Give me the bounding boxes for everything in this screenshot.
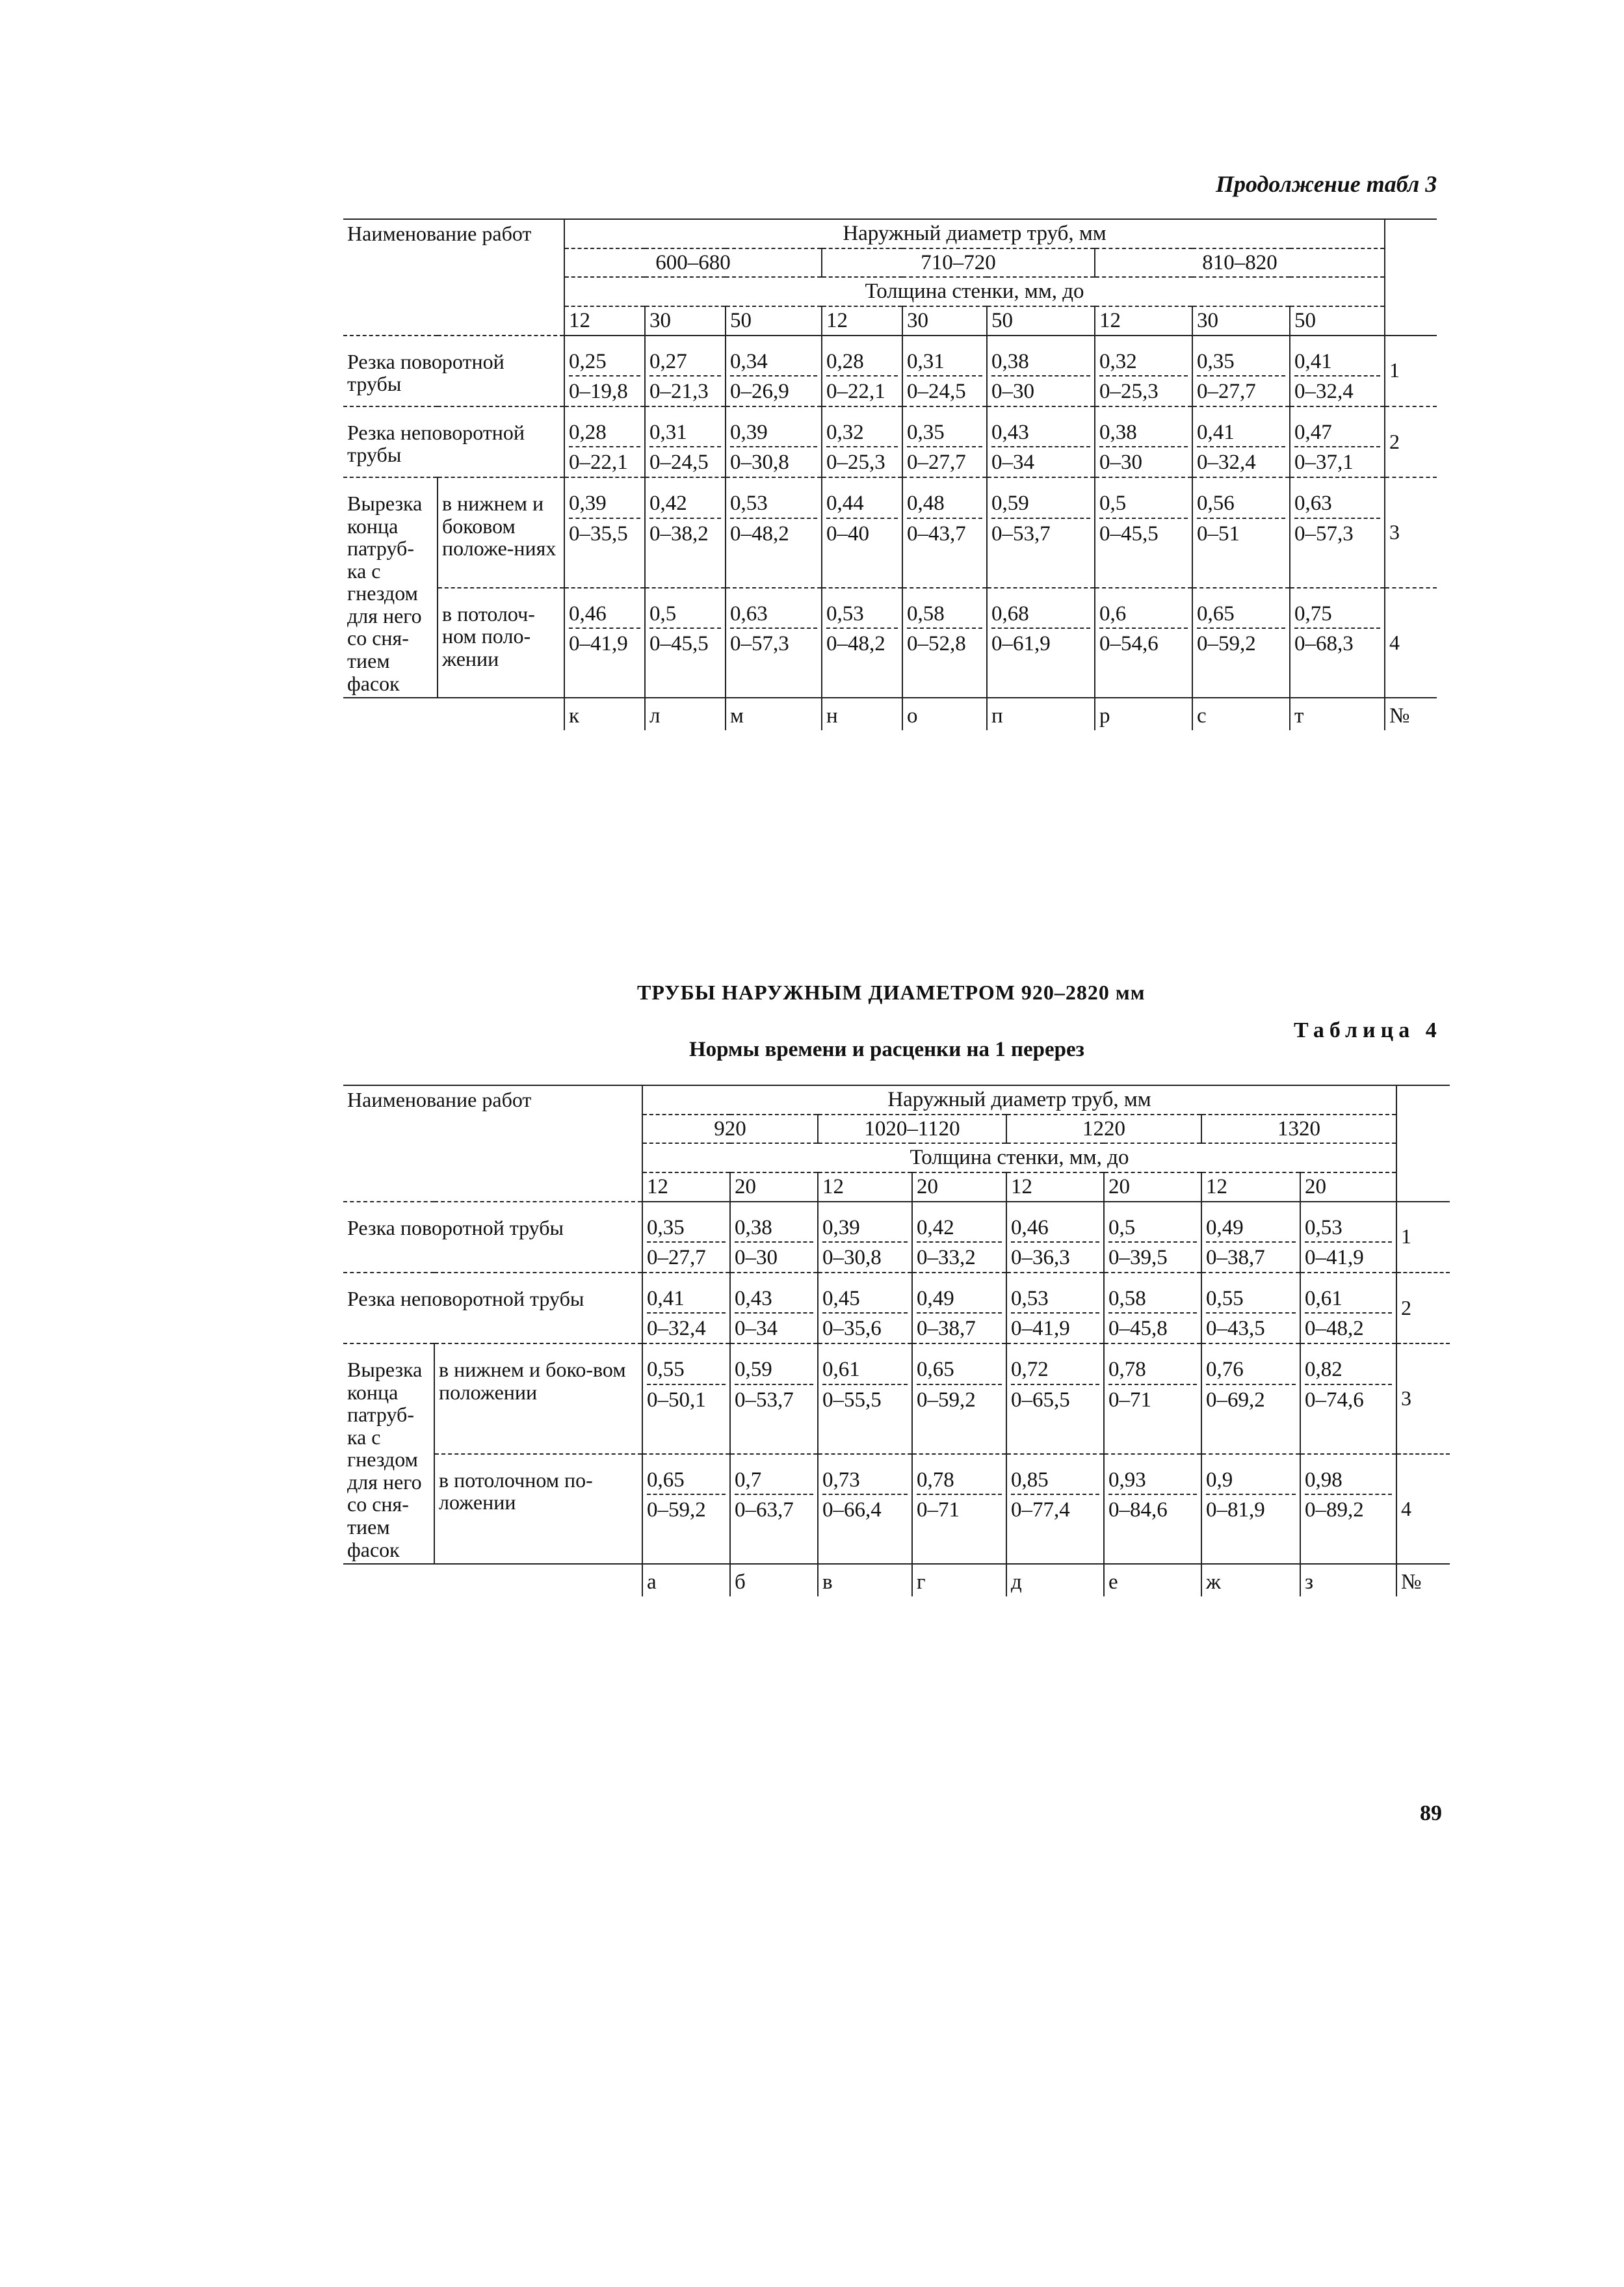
norm-time: 0,53 <box>1011 1286 1049 1310</box>
norm-cell <box>1006 1454 1104 1564</box>
norm-time: 0,49 <box>917 1286 954 1310</box>
rate-value: 0–65,5 <box>1011 1384 1099 1412</box>
thickness-value: 30 <box>1192 306 1290 336</box>
norm-time: 0,39 <box>569 492 607 516</box>
diameter-group: 710–720 <box>822 248 1095 278</box>
rate-value: 0–63,7 <box>735 1494 813 1522</box>
table-3 <box>343 218 1437 730</box>
norm-time: 0,61 <box>1305 1286 1342 1310</box>
norm-time: 0,61 <box>822 1358 860 1382</box>
table-row <box>343 406 1437 477</box>
table-row <box>343 477 1437 587</box>
page-number: 89 <box>1420 1801 1442 1825</box>
norm-time: 0,38 <box>1099 420 1137 444</box>
norm-time: 0,65 <box>647 1468 685 1492</box>
norm-time: 0,73 <box>822 1468 860 1492</box>
norm-time: 0,35 <box>1197 349 1235 373</box>
thickness-value: 12 <box>818 1172 912 1202</box>
norm-cell <box>912 1343 1006 1453</box>
rate-value: 0–45,5 <box>649 628 721 655</box>
norm-time: 0,53 <box>1305 1215 1342 1239</box>
norm-time: 0,46 <box>569 601 607 626</box>
diameter-header: Наружный диаметр труб, мм <box>642 1085 1396 1115</box>
norm-cell <box>1201 1273 1300 1343</box>
rate-value: 0–30,8 <box>730 446 817 474</box>
rate-value: 0–57,3 <box>1294 518 1380 546</box>
rate-value: 0–22,1 <box>826 375 898 403</box>
norm-time: 0,55 <box>1206 1286 1244 1310</box>
norm-time: 0,82 <box>1305 1358 1342 1382</box>
rate-value: 0–27,7 <box>1197 375 1285 403</box>
norm-time: 0,76 <box>1206 1358 1244 1382</box>
letter-row <box>343 698 1437 730</box>
thickness-value: 12 <box>1095 306 1192 336</box>
diameter-group: 600–680 <box>564 248 822 278</box>
column-letter: р <box>1095 698 1192 730</box>
column-letter: о <box>902 698 987 730</box>
rate-value: 0–48,2 <box>1305 1312 1392 1340</box>
rate-value: 0–74,6 <box>1305 1384 1392 1412</box>
norm-cell <box>730 1343 818 1453</box>
rate-value: 0–52,8 <box>907 628 982 655</box>
norm-cell <box>902 406 987 477</box>
norm-cell <box>564 588 645 698</box>
norm-cell <box>564 406 645 477</box>
thickness-value: 12 <box>822 306 902 336</box>
norm-cell <box>987 477 1095 587</box>
norm-cell <box>645 477 726 587</box>
continuation-label: Продолжение табл 3 <box>1216 171 1437 197</box>
row-number: 2 <box>1396 1273 1450 1343</box>
rate-value: 0–43,5 <box>1206 1312 1296 1340</box>
row-number: 4 <box>1385 588 1437 698</box>
rate-value: 0–54,6 <box>1099 628 1188 655</box>
norm-time: 0,65 <box>1197 601 1235 626</box>
norm-cell <box>1192 406 1290 477</box>
work-name: Резка поворотной трубы <box>343 1202 642 1273</box>
column-letter: т <box>1290 698 1385 730</box>
thickness-header: Толщина стенки, мм, до <box>564 277 1385 306</box>
rate-value: 0–59,2 <box>1197 628 1285 655</box>
norm-time: 0,56 <box>1197 492 1235 516</box>
diameter-group: 1020–1120 <box>818 1115 1006 1144</box>
norm-time: 0,59 <box>991 492 1029 516</box>
norm-cell <box>1104 1454 1201 1564</box>
rate-value: 0–32,4 <box>1294 375 1380 403</box>
thickness-value: 12 <box>1201 1172 1300 1202</box>
row-number: 3 <box>1385 477 1437 587</box>
row-number: 2 <box>1385 406 1437 477</box>
thickness-value: 12 <box>642 1172 730 1202</box>
norm-cell <box>726 406 822 477</box>
norm-time: 0,38 <box>735 1215 772 1239</box>
norm-cell <box>1300 1343 1396 1453</box>
norm-time: 0,7 <box>735 1468 762 1492</box>
norm-time: 0,43 <box>991 420 1029 444</box>
norm-time: 0,5 <box>649 601 677 626</box>
norm-cell <box>1290 336 1385 406</box>
column-letter: з <box>1300 1564 1396 1596</box>
norm-cell <box>818 1273 912 1343</box>
norm-cell <box>912 1454 1006 1564</box>
norm-cell <box>912 1273 1006 1343</box>
table-4 <box>343 1085 1450 1596</box>
column-letter: б <box>730 1564 818 1596</box>
norm-cell <box>645 336 726 406</box>
norm-cell <box>818 1454 912 1564</box>
norm-cell <box>1290 406 1385 477</box>
norm-cell <box>564 477 645 587</box>
norm-time: 0,98 <box>1305 1468 1342 1492</box>
norm-cell <box>1300 1202 1396 1273</box>
thickness-value: 50 <box>1290 306 1385 336</box>
norm-time: 0,75 <box>1294 601 1332 626</box>
norm-cell <box>1095 477 1192 587</box>
rate-value: 0–24,5 <box>907 375 982 403</box>
col-name-header: Наименование работ <box>343 1085 642 1202</box>
diameter-group: 920 <box>642 1115 818 1144</box>
norm-cell <box>1095 336 1192 406</box>
rate-value: 0–37,1 <box>1294 446 1380 474</box>
column-letter: с <box>1192 698 1290 730</box>
rate-value: 0–71 <box>917 1494 1002 1522</box>
norm-time: 0,85 <box>1011 1468 1049 1492</box>
rate-value: 0–34 <box>735 1312 813 1340</box>
rate-value: 0–33,2 <box>917 1241 1002 1269</box>
norm-time: 0,58 <box>1108 1286 1146 1310</box>
norm-cell <box>726 336 822 406</box>
norm-time: 0,39 <box>730 420 768 444</box>
rate-value: 0–57,3 <box>730 628 817 655</box>
thickness-value: 12 <box>564 306 645 336</box>
rate-value: 0–38,7 <box>1206 1241 1296 1269</box>
norm-cell <box>1104 1273 1201 1343</box>
norm-cell <box>642 1202 730 1273</box>
work-name: Резка неповоротной трубы <box>343 1273 642 1343</box>
rate-value: 0–71 <box>1108 1384 1197 1412</box>
norm-cell <box>645 588 726 698</box>
norm-time: 0,31 <box>649 420 687 444</box>
norm-cell <box>822 588 902 698</box>
norm-cell <box>818 1343 912 1453</box>
norm-cell <box>642 1343 730 1453</box>
rate-value: 0–32,4 <box>1197 446 1285 474</box>
table-row <box>343 1343 1450 1453</box>
work-name-group: Вырезка конца патруб-ка с гнездом для него со сня-тием фасок <box>343 1343 434 1564</box>
rate-value: 0–51 <box>1197 518 1285 546</box>
column-letter: п <box>987 698 1095 730</box>
rate-value: 0–25,3 <box>826 446 898 474</box>
norm-time: 0,41 <box>1294 349 1332 373</box>
norm-time: 0,6 <box>1099 601 1127 626</box>
norm-time: 0,28 <box>569 420 607 444</box>
work-subname: в потолоч-ном поло-жении <box>438 588 564 698</box>
norm-cell <box>1201 1343 1300 1453</box>
rate-value: 0–53,7 <box>735 1384 813 1412</box>
no-label: № <box>1385 698 1437 730</box>
column-letter: г <box>912 1564 1006 1596</box>
row-number: 1 <box>1396 1202 1450 1273</box>
norm-cell <box>1192 477 1290 587</box>
column-letter: м <box>726 698 822 730</box>
norm-time: 0,46 <box>1011 1215 1049 1239</box>
rate-value: 0–25,3 <box>1099 375 1188 403</box>
rate-value: 0–69,2 <box>1206 1384 1296 1412</box>
thickness-value: 20 <box>1300 1172 1396 1202</box>
rate-value: 0–50,1 <box>647 1384 726 1412</box>
norm-time: 0,65 <box>917 1358 954 1382</box>
rate-value: 0–81,9 <box>1206 1494 1296 1522</box>
norm-cell <box>1201 1454 1300 1564</box>
rate-value: 0–41,9 <box>569 628 640 655</box>
norm-cell <box>1006 1273 1104 1343</box>
norm-cell <box>1095 588 1192 698</box>
norm-cell <box>902 588 987 698</box>
norm-time: 0,42 <box>649 492 687 516</box>
thickness-header: Толщина стенки, мм, до <box>642 1143 1396 1172</box>
norm-cell <box>726 477 822 587</box>
norm-cell <box>642 1454 730 1564</box>
rate-value: 0–61,9 <box>991 628 1090 655</box>
norm-time: 0,32 <box>1099 349 1137 373</box>
norm-cell <box>1104 1343 1201 1453</box>
diameter-group: 810–820 <box>1095 248 1385 278</box>
rate-value: 0–66,4 <box>822 1494 908 1522</box>
table-row <box>343 588 1437 698</box>
work-subname: в потолочном по-ложении <box>434 1454 642 1564</box>
table-row <box>343 336 1437 406</box>
rate-value: 0–77,4 <box>1011 1494 1099 1522</box>
rate-value: 0–38,7 <box>917 1312 1002 1340</box>
norm-time: 0,63 <box>730 601 768 626</box>
norm-time: 0,35 <box>907 420 945 444</box>
norm-time: 0,47 <box>1294 420 1332 444</box>
norm-time: 0,93 <box>1108 1468 1146 1492</box>
norm-time: 0,55 <box>647 1358 685 1382</box>
rate-value: 0–35,6 <box>822 1312 908 1340</box>
diameter-header: Наружный диаметр труб, мм <box>564 219 1385 248</box>
norm-time: 0,43 <box>735 1286 772 1310</box>
rate-value: 0–41,9 <box>1011 1312 1099 1340</box>
norm-cell <box>822 477 902 587</box>
norm-cell <box>1300 1454 1396 1564</box>
norm-time: 0,5 <box>1099 492 1127 516</box>
work-name: Резка поворотной трубы <box>343 336 564 406</box>
rate-value: 0–55,5 <box>822 1384 908 1412</box>
thickness-value: 20 <box>1104 1172 1201 1202</box>
norm-cell <box>1192 588 1290 698</box>
norm-cell <box>1095 406 1192 477</box>
norm-cell <box>730 1454 818 1564</box>
norm-cell <box>902 336 987 406</box>
column-letter: к <box>564 698 645 730</box>
thickness-value: 30 <box>645 306 726 336</box>
rate-value: 0–30 <box>991 375 1090 403</box>
rate-value: 0–43,7 <box>907 518 982 546</box>
rate-value: 0–26,9 <box>730 375 817 403</box>
norm-cell <box>1104 1202 1201 1273</box>
work-name: Резка неповоротной трубы <box>343 406 564 477</box>
col-name-header: Наименование работ <box>343 219 564 336</box>
rate-value: 0–30 <box>735 1241 813 1269</box>
norm-time: 0,72 <box>1011 1358 1049 1382</box>
norm-cell <box>564 336 645 406</box>
norm-time: 0,27 <box>649 349 687 373</box>
table-row <box>343 1202 1450 1273</box>
rate-value: 0–19,8 <box>569 375 640 403</box>
norm-time: 0,39 <box>822 1215 860 1239</box>
thickness-value: 30 <box>902 306 987 336</box>
norm-cell <box>1201 1202 1300 1273</box>
norm-cell <box>822 406 902 477</box>
rate-value: 0–38,2 <box>649 518 721 546</box>
norm-cell <box>1006 1202 1104 1273</box>
table-row <box>343 1273 1450 1343</box>
norm-cell <box>1192 336 1290 406</box>
rate-value: 0–59,2 <box>917 1384 1002 1412</box>
norm-time: 0,45 <box>822 1286 860 1310</box>
norm-cell <box>902 477 987 587</box>
rate-value: 0–53,7 <box>991 518 1090 546</box>
norm-time: 0,44 <box>826 492 864 516</box>
rate-value: 0–41,9 <box>1305 1241 1392 1269</box>
diameter-group: 1320 <box>1201 1115 1396 1144</box>
table-4-subtitle: Нормы времени и расценки на 1 перерез <box>689 1038 1084 1061</box>
norm-cell <box>987 588 1095 698</box>
rate-value: 0–21,3 <box>649 375 721 403</box>
norm-cell <box>730 1273 818 1343</box>
norm-time: 0,28 <box>826 349 864 373</box>
rate-value: 0–27,7 <box>907 446 982 474</box>
rate-value: 0–27,7 <box>647 1241 726 1269</box>
rate-value: 0–48,2 <box>730 518 817 546</box>
rate-value: 0–22,1 <box>569 446 640 474</box>
thickness-value: 12 <box>1006 1172 1104 1202</box>
row-number: 4 <box>1396 1454 1450 1564</box>
norm-time: 0,78 <box>917 1468 954 1492</box>
rate-value: 0–24,5 <box>649 446 721 474</box>
diameter-group: 1220 <box>1006 1115 1201 1144</box>
row-number: 3 <box>1396 1343 1450 1453</box>
norm-cell <box>726 588 822 698</box>
thickness-value: 20 <box>912 1172 1006 1202</box>
thickness-value: 50 <box>726 306 822 336</box>
table-4-title: ТРУБЫ НАРУЖНЫМ ДИАМЕТРОМ 920–2820 мм <box>637 981 1146 1004</box>
rate-value: 0–32,4 <box>647 1312 726 1340</box>
norm-cell <box>822 336 902 406</box>
norm-time: 0,34 <box>730 349 768 373</box>
column-letter: е <box>1104 1564 1201 1596</box>
norm-cell <box>1006 1343 1104 1453</box>
rate-value: 0–45,8 <box>1108 1312 1197 1340</box>
norm-time: 0,35 <box>647 1215 685 1239</box>
rate-value: 0–40 <box>826 518 898 546</box>
norm-cell <box>1300 1273 1396 1343</box>
rate-value: 0–39,5 <box>1108 1241 1197 1269</box>
rate-value: 0–89,2 <box>1305 1494 1392 1522</box>
norm-cell <box>1290 588 1385 698</box>
norm-time: 0,25 <box>569 349 607 373</box>
norm-cell <box>645 406 726 477</box>
row-number: 1 <box>1385 336 1437 406</box>
norm-time: 0,53 <box>826 601 864 626</box>
norm-time: 0,48 <box>907 492 945 516</box>
rate-value: 0–45,5 <box>1099 518 1188 546</box>
norm-time: 0,41 <box>1197 420 1235 444</box>
norm-time: 0,68 <box>991 601 1029 626</box>
letter-row <box>343 1564 1450 1596</box>
rate-value: 0–30 <box>1099 446 1188 474</box>
work-name-group: Вырезка конца патруб-ка с гнездом для него со сня-тием фасок <box>343 477 438 698</box>
norm-cell <box>987 336 1095 406</box>
norm-time: 0,9 <box>1206 1468 1233 1492</box>
thickness-value: 20 <box>730 1172 818 1202</box>
thickness-value: 50 <box>987 306 1095 336</box>
norm-time: 0,38 <box>991 349 1029 373</box>
norm-time: 0,63 <box>1294 492 1332 516</box>
rate-value: 0–68,3 <box>1294 628 1380 655</box>
norm-time: 0,58 <box>907 601 945 626</box>
no-label: № <box>1396 1564 1450 1596</box>
norm-time: 0,32 <box>826 420 864 444</box>
norm-cell <box>912 1202 1006 1273</box>
rate-value: 0–59,2 <box>647 1494 726 1522</box>
work-subname: в нижнем и боковом положе-ниях <box>438 477 564 587</box>
norm-time: 0,49 <box>1206 1215 1244 1239</box>
rate-value: 0–34 <box>991 446 1090 474</box>
norm-time: 0,5 <box>1108 1215 1136 1239</box>
norm-time: 0,42 <box>917 1215 954 1239</box>
norm-time: 0,53 <box>730 492 768 516</box>
rate-value: 0–35,5 <box>569 518 640 546</box>
column-letter: а <box>642 1564 730 1596</box>
rate-value: 0–84,6 <box>1108 1494 1197 1522</box>
table-row <box>343 1454 1450 1564</box>
rate-value: 0–36,3 <box>1011 1241 1099 1269</box>
column-letter: д <box>1006 1564 1104 1596</box>
norm-time: 0,78 <box>1108 1358 1146 1382</box>
norm-cell <box>818 1202 912 1273</box>
column-letter: в <box>818 1564 912 1596</box>
column-letter: л <box>645 698 726 730</box>
norm-cell <box>987 406 1095 477</box>
norm-cell <box>730 1202 818 1273</box>
norm-time: 0,31 <box>907 349 945 373</box>
norm-time: 0,59 <box>735 1358 772 1382</box>
column-letter: н <box>822 698 902 730</box>
column-letter: ж <box>1201 1564 1300 1596</box>
rate-value: 0–48,2 <box>826 628 898 655</box>
norm-cell <box>642 1273 730 1343</box>
work-subname: в нижнем и боко-вом положении <box>434 1343 642 1453</box>
rate-value: 0–30,8 <box>822 1241 908 1269</box>
norm-time: 0,41 <box>647 1286 685 1310</box>
table-4-label: Таблица 4 <box>1294 1018 1442 1042</box>
norm-cell <box>1290 477 1385 587</box>
